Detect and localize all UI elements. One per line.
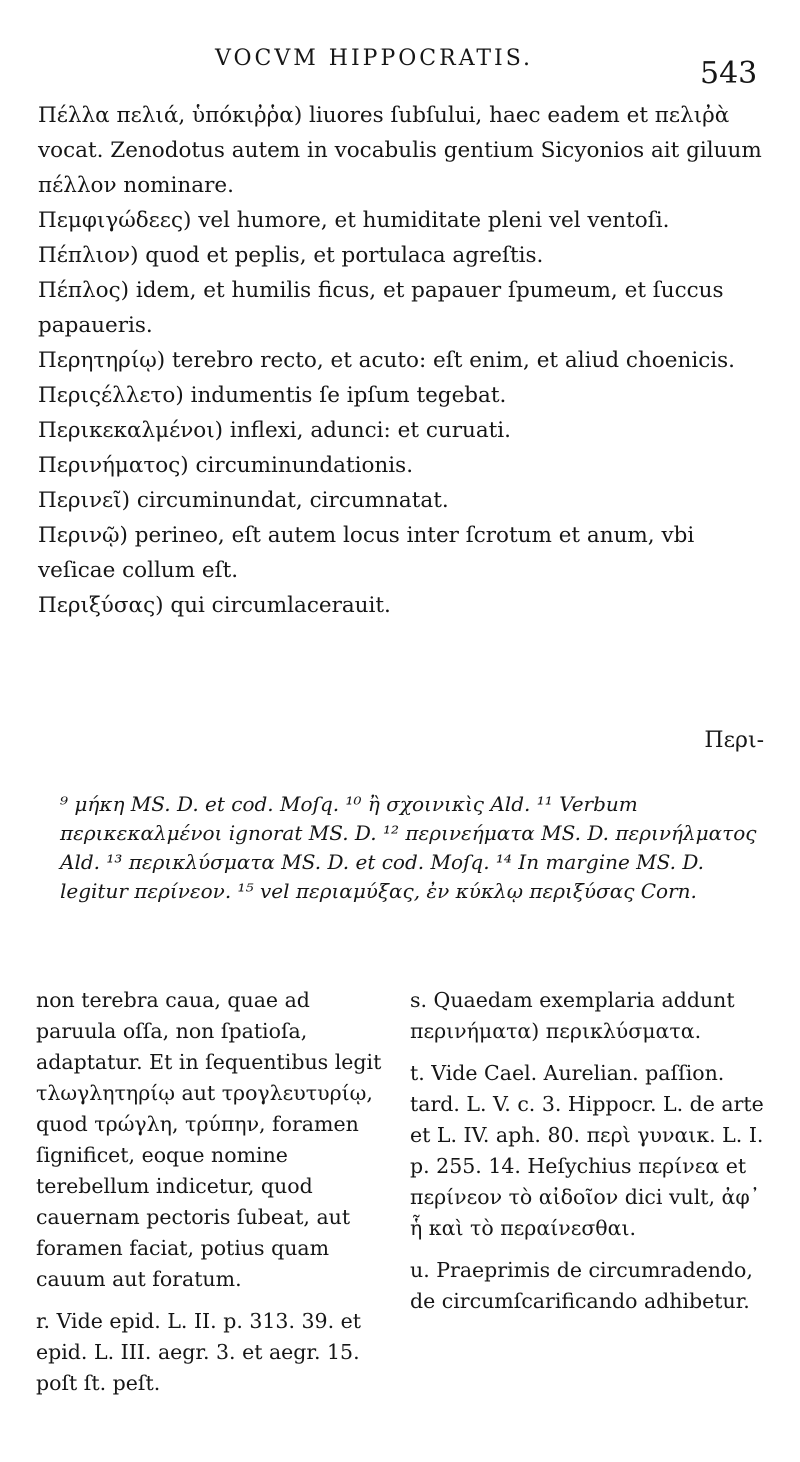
commentary-right-column (410, 985, 768, 1328)
footnotes (60, 790, 768, 906)
page-number: 543 (700, 56, 758, 91)
commentary-paragraph: u. Praeprimis de circumradendo, de circumſcarificando adhibetur. (410, 1258, 753, 1313)
commentary-left-column (36, 985, 388, 1410)
glossary-entry: Πέπλος) idem, et humilis ficus, et papauer ſpumeum, et ſuccus papaueris. (38, 278, 724, 338)
commentary-paragraph: non terebra caua, quae ad paruula oſſa, non ſpatioſa, adaptatur. Et in ſequentibus legit τλωγλητηρίῳ aut τρογλευτυρίῳ, quod τρώγλη, τρύπην, foramen ſignificet, eoque nomine terebellum indicetur, quod cauernam pectoris ſubeat, aut foramen faciat, potius quam cauum aut foratum. (36, 988, 382, 1291)
catchword: Περι- (704, 728, 764, 753)
glossary-entry: Περινεῖ) circuminundat, circumnatat. (38, 488, 449, 513)
running-head: VOCVM HIPPOCRATIS. (215, 46, 534, 71)
commentary-paragraph: s. Quaedam exemplaria addunt περινήματα) περικλύσματα. (410, 988, 735, 1043)
footnote-text: ⁹ μήκη MS. D. et cod. Moſq. ¹⁰ ἢ σχοινικὶς Ald. ¹¹ Verbum περικεκαλμένοι ignorat MS. D. ¹² περινεήματα MS. D. περινήλματος Ald. ¹³ περικλύσματα MS. D. et cod. Moſq. ¹⁴ In margine MS. D. legitur περίνεον. ¹⁵ vel περιαμύξας, ἐν κύκλῳ περιξύσας Corn. (60, 792, 757, 903)
glossary-entry: Περικεκαλμένοι) inflexi, adunci: et curuati. (38, 418, 511, 443)
commentary-paragraph: r. Vide epid. L. II. p. 313. 39. et epid. L. III. aegr. 3. et aegr. 15. poſt ſt. peſt. (36, 1309, 361, 1395)
glossary-entry: Περιςέλλετο) indumentis ſe ipſum tegebat. (38, 383, 507, 408)
glossary-entry: Πέπλιον) quod et peplis, et portulaca agreſtis. (38, 243, 544, 268)
glossary-entry: Περινήματος) circuminundationis. (38, 453, 414, 478)
commentary-paragraph: t. Vide Cael. Aurelian. paſſion. tard. L. V. c. 3. Hippocr. L. de arte et L. IV. aph. 80. περὶ γυναικ. L. I. p. 255. 14. Heſychius περίνεα et περίνεον τὸ αἰδοῖον dici vult, ἀφ᾽ ἧ καὶ τὸ περαίνεσθαι. (410, 1061, 764, 1240)
glossary-entry: Πέλλα πελιά, ὑπόκιῤῥα) liuores ſubſului, haec eadem et πελιῤὰ vocat. Zenodotus autem in vocabulis gentium Sicyonios ait giluum πέλλον nominare. (38, 103, 762, 198)
glossary-entry: Περιξύσας) qui circumlacerauit. (38, 593, 391, 618)
glossary-entries (38, 98, 766, 623)
glossary-entry: Περινῷ) perineo, eſt autem locus inter ſcrotum et anum, vbi veſicae collum eſt. (38, 523, 695, 583)
glossary-entry: Πεμφιγώδεες) vel humore, et humiditate pleni vel ventoſi. (38, 208, 670, 233)
glossary-entry: Περητηρίῳ) terebro recto, et acuto: eſt enim, et aliud choenicis. (38, 348, 735, 373)
